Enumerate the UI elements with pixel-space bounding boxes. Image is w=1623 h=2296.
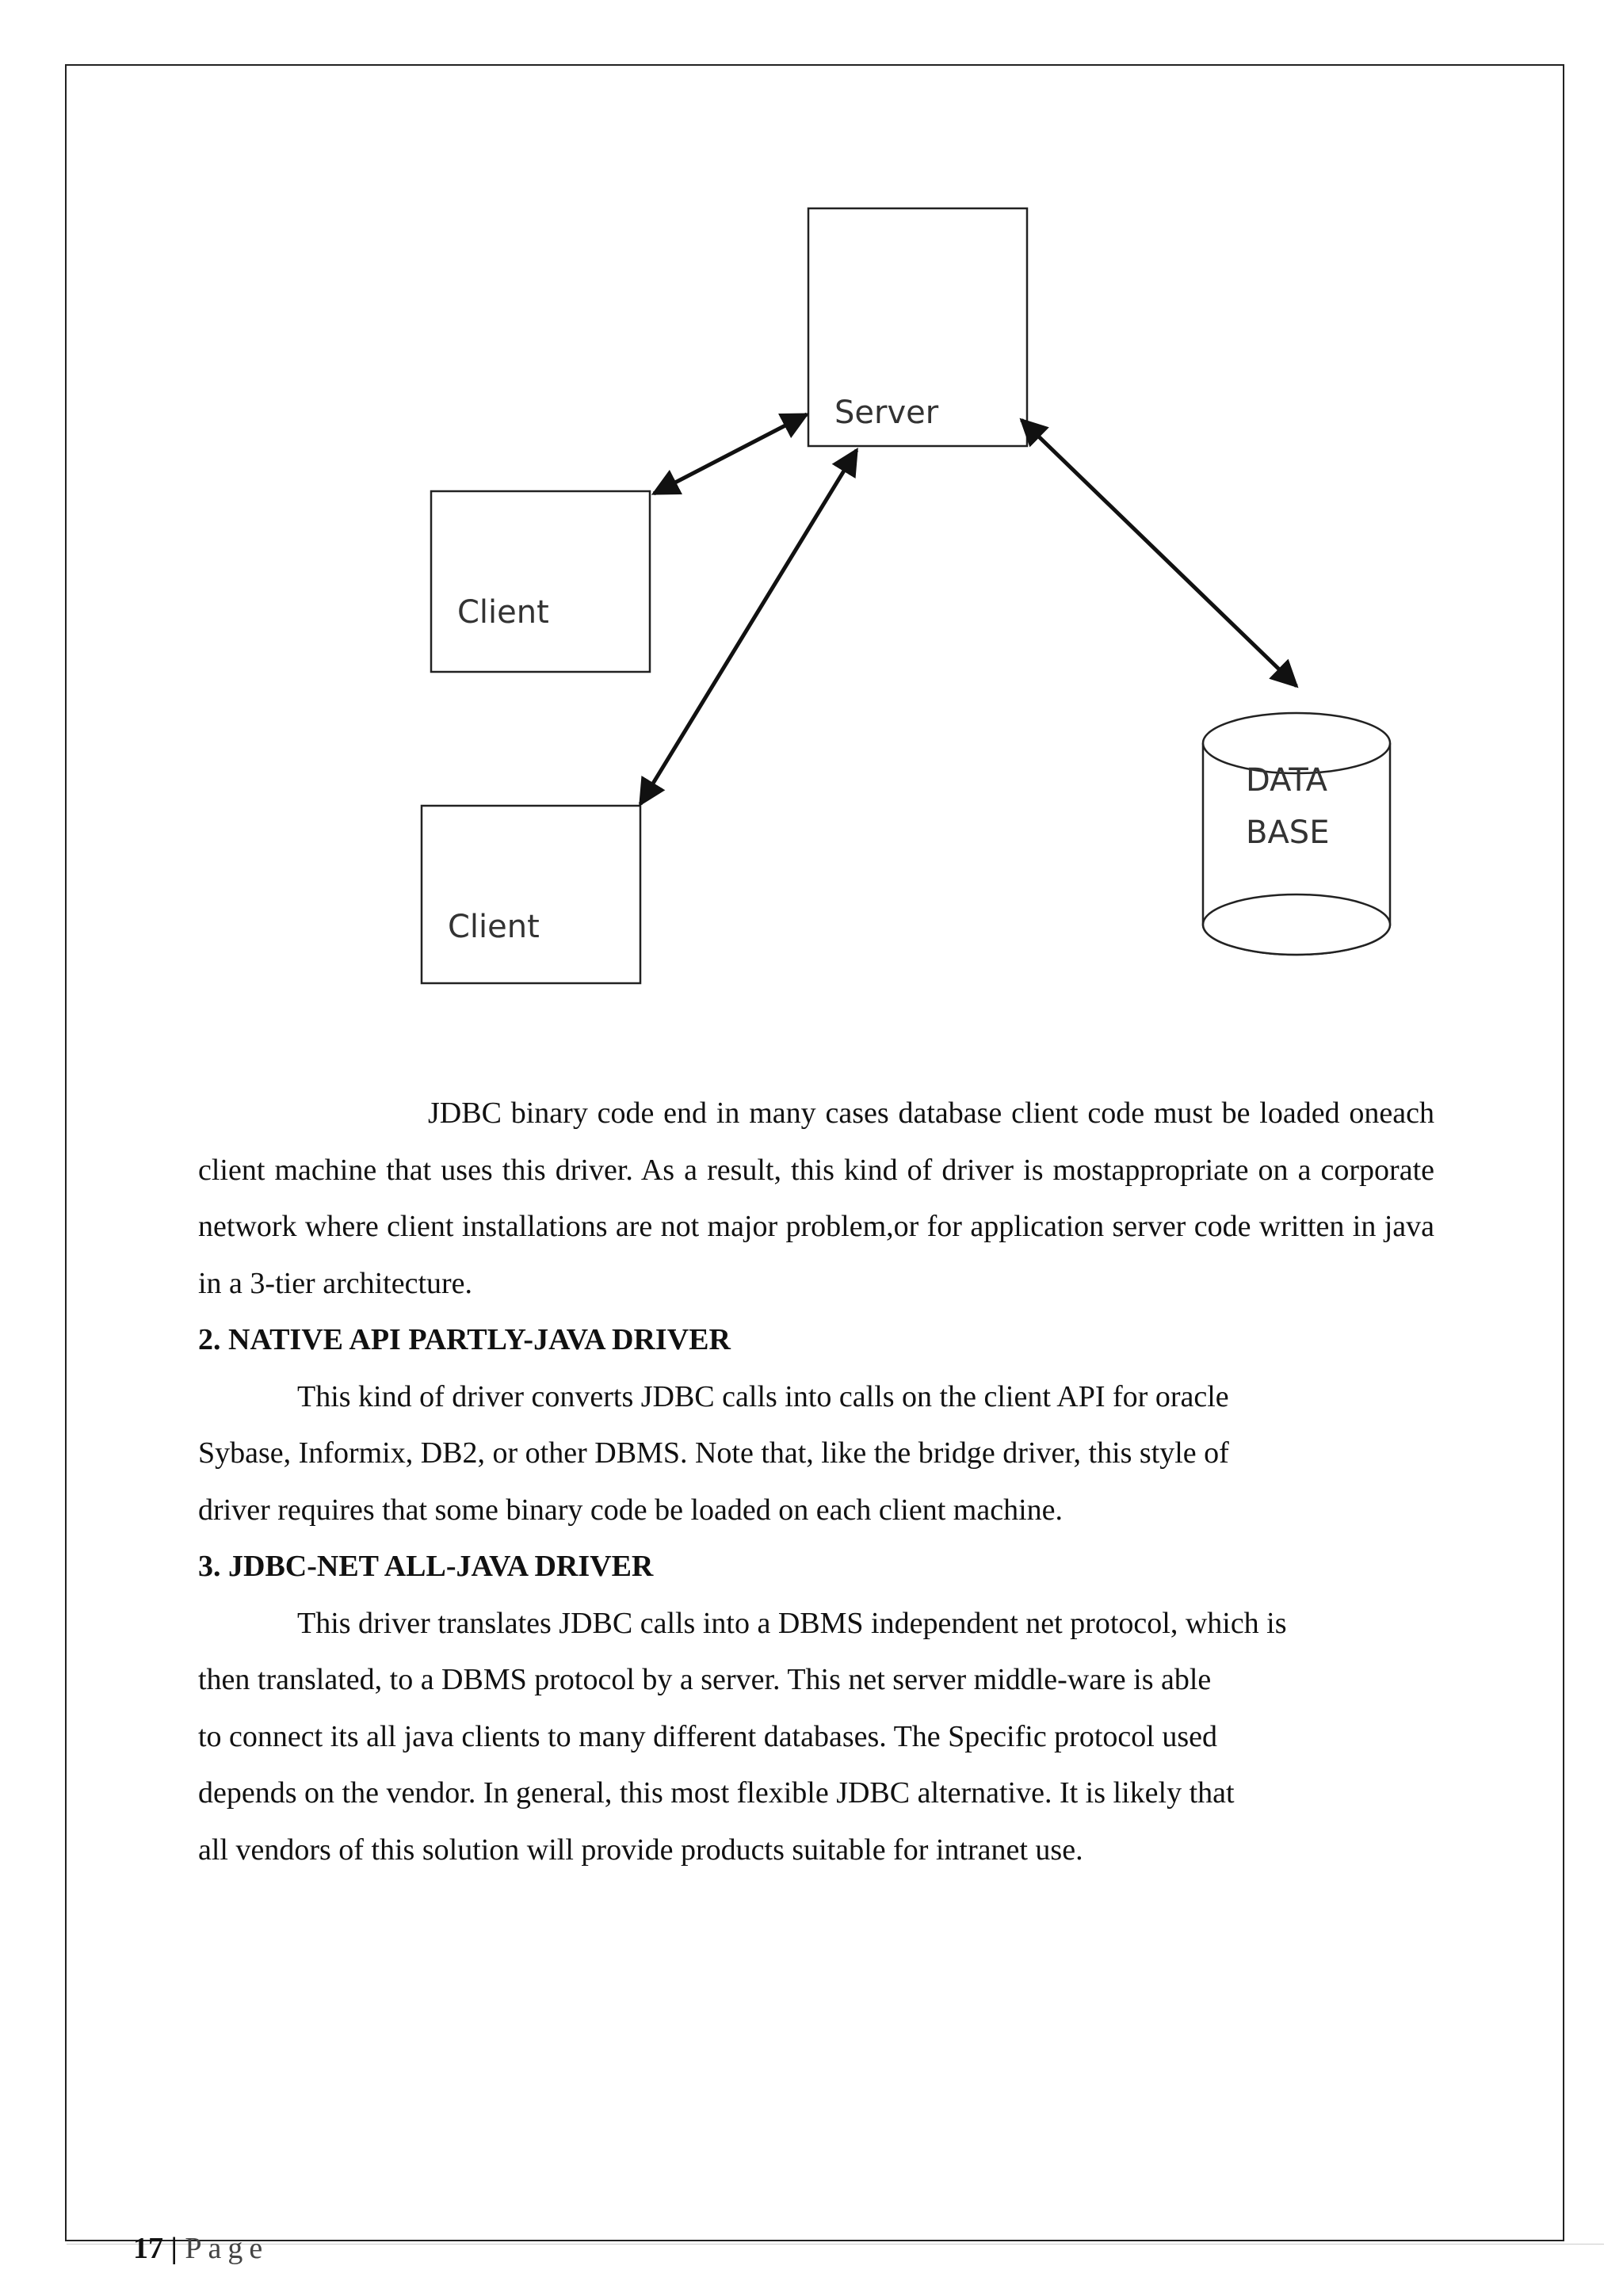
paragraph-1: JDBC binary code end in many cases database client code must be loaded oneach client machine that uses this driver. As a result, this kind of driver is mostappropriate on a corporate network where client installations are not major problem,or for application server code written in java in a 3-tier architecture. [198, 1097, 1434, 1300]
client-label-2: Client [448, 909, 540, 945]
arrow-server-client2 [640, 450, 857, 804]
database-label-line2: BASE [1246, 814, 1330, 851]
page-word: Page [185, 2232, 269, 2265]
client-server-diagram [0, 0, 1623, 1030]
heading-native-api: 2. NATIVE API PARTLY-JAVA DRIVER [198, 1323, 731, 1356]
arrow-server-database [1022, 420, 1296, 686]
section2-line-2: Sybase, Informix, DB2, or other DBMS. Note that, like the bridge driver, this style of [198, 1436, 1229, 1470]
section3-line-5: all vendors of this solution will provide products suitable for intranet use. [198, 1833, 1083, 1867]
client-box-2 [422, 806, 640, 983]
server-label: Server [834, 395, 939, 431]
page-number: 17 [133, 2232, 163, 2265]
section3-line-2: then translated, to a DBMS protocol by a server. This net server middle-ware is able [198, 1663, 1212, 1696]
section3-line-3: to connect its all java clients to many different databases. The Specific protocol used [198, 1719, 1217, 1753]
footer-separator: | [170, 2232, 178, 2265]
arrow-server-client1 [654, 414, 807, 494]
section3-line-4: depends on the vendor. In general, this most flexible JDBC alternative. It is likely that [198, 1776, 1235, 1810]
body-text [198, 1085, 1434, 1878]
section3-line-1: This driver translates JDBC calls into a DBMS independent net protocol, which is [297, 1606, 1287, 1640]
heading-jdbc-net: 3. JDBC-NET ALL-JAVA DRIVER [198, 1550, 654, 1583]
section2-line-3: driver requires that some binary code be loaded on each client machine. [198, 1493, 1063, 1527]
client-box-1 [431, 491, 650, 672]
database-label-line1: DATA [1246, 762, 1328, 799]
server-box [808, 208, 1027, 446]
database-cylinder [1203, 713, 1390, 955]
page-footer [133, 2231, 269, 2266]
footer-rule [67, 2244, 1604, 2245]
client-label-1: Client [457, 594, 549, 631]
section2-line-1: This kind of driver converts JDBC calls into calls on the client API for oracle [297, 1379, 1229, 1413]
